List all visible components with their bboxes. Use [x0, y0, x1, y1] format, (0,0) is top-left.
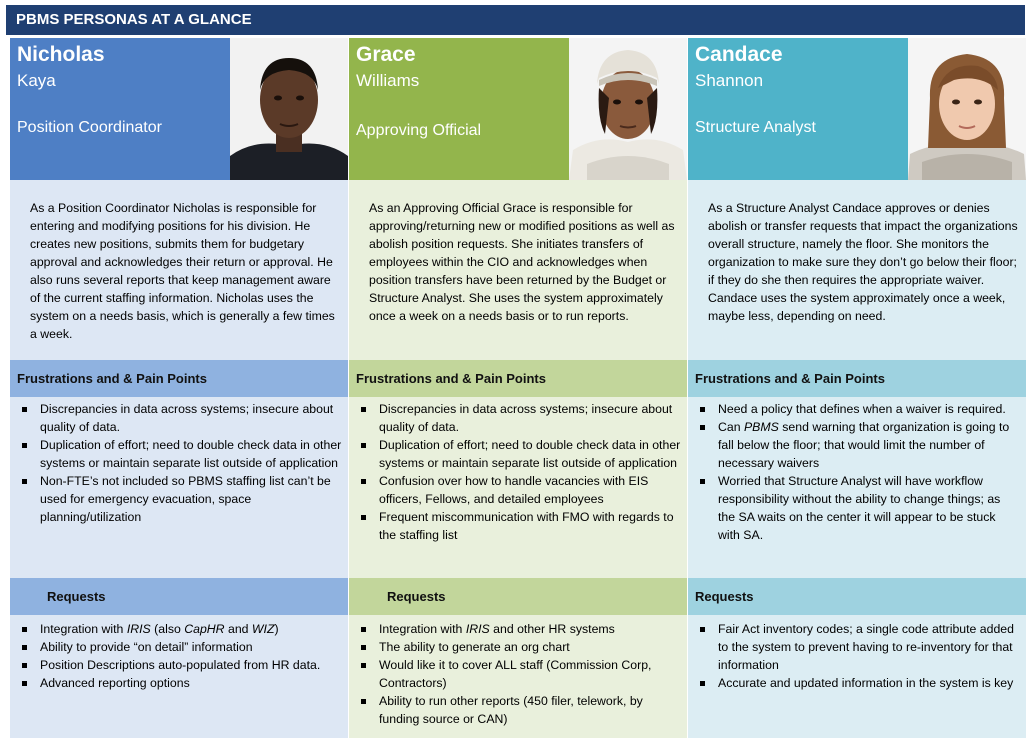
- frustrations-list: [349, 397, 687, 578]
- requests-heading: Requests: [688, 578, 1026, 615]
- persona-description: As an Approving Official Grace is responsible for approving/returning new or modified positions as well as abolish position requests. She initiates transfers of employees within the CIO and acknowledges when position transfers have been returned by the Budget or Structure Analyst. She uses the system approximately once a week on a needs basis or to run reports.: [349, 180, 687, 360]
- list-item: Discrepancies in data across systems; insecure about quality of data.: [379, 400, 681, 436]
- last-name: Shannon: [695, 71, 764, 90]
- persona-photo: [230, 38, 348, 180]
- list-item: Confusion over how to handle vacancies with EIS officers, Fellows, and detailed employees: [379, 472, 681, 508]
- role-title: Structure Analyst: [695, 119, 816, 136]
- list-item: Frequent miscommunication with FMO with regards to the staffing list: [379, 508, 681, 544]
- frustrations-heading: Frustrations and & Pain Points: [349, 360, 687, 397]
- requests-list: [10, 615, 348, 738]
- list-item: Worried that Structure Analyst will have workflow responsibility without the ability to change things; as the SA waits on the center it will appear to be stuck with SA.: [718, 472, 1020, 544]
- list-item: Fair Act inventory codes; a single code attribute added to the system to prevent having to re-inventory for that information: [718, 620, 1020, 674]
- last-name: Williams: [356, 71, 420, 90]
- frustrations-list: [688, 397, 1026, 578]
- frustrations-list: [10, 397, 348, 578]
- list-item: Ability to provide “on detail” information: [40, 638, 342, 656]
- persona-description: As a Structure Analyst Candace approves or denies abolish or transfer requests that impact the organizations overall structure, namely the floor. She monitors the organization to make sure they don’t go below their floor; if they do she then requires the appropriate waiver. Candace uses the system approximately once a week, maybe less, depending on need.: [688, 180, 1026, 360]
- portrait-illustration: [908, 38, 1026, 180]
- last-name: Kaya: [17, 71, 56, 90]
- frustrations-heading: Frustrations and & Pain Points: [688, 360, 1026, 397]
- persona-header: [349, 38, 687, 180]
- list-item: Ability to run other reports (450 filer, telework, by funding source or CAN): [379, 692, 681, 728]
- portrait-illustration: [230, 38, 348, 180]
- frustrations-heading: Frustrations and & Pain Points: [10, 360, 348, 397]
- list-item: Integration with IRIS (also CapHR and WIZ): [40, 620, 342, 638]
- list-item: Duplication of effort; need to double check data in other systems or maintain separate list outside of application: [379, 438, 681, 470]
- list-item: Discrepancies in data across systems; insecure about quality of data.: [40, 400, 342, 436]
- list-item: Duplication of effort; need to double check data in other systems or maintain separate list outside of application: [40, 438, 342, 470]
- list-item: Can PBMS send warning that organization is going to fall below the floor; that would limit the number of necessary waivers: [718, 418, 1020, 472]
- persona-card-candace: [688, 38, 1026, 738]
- role-title: Approving Official: [356, 122, 482, 139]
- requests-list: [349, 615, 687, 738]
- persona-card-grace: [349, 38, 687, 738]
- list-item: The ability to generate an org chart: [379, 638, 681, 656]
- first-name: Candace: [695, 43, 783, 66]
- persona-header: [688, 38, 1026, 180]
- page-title: PBMS PERSONAS AT A GLANCE: [6, 5, 1025, 35]
- requests-heading: Requests: [10, 578, 348, 615]
- list-item: Integration with IRIS and other HR systems: [379, 620, 681, 638]
- persona-description: As a Position Coordinator Nicholas is responsible for entering and modifying positions for his division. He creates new positions, submits them for budgetary approval and acknowledges their return or approval. He also runs several reports that keep management aware of the current staffing information. Nicholas uses the system on a needs basis, which is generally a few times a week.: [10, 180, 348, 360]
- first-name: Grace: [356, 43, 416, 66]
- role-title: Position Coordinator: [17, 119, 162, 136]
- list-item: Non-FTE’s not included so PBMS staffing list can’t be used for emergency evacuation, space planning/utilization: [40, 472, 342, 526]
- list-item: Would like it to cover ALL staff (Commission Corp, Contractors): [379, 656, 681, 692]
- list-item: Advanced reporting options: [40, 674, 342, 692]
- list-item: Accurate and updated information in the system is key: [718, 674, 1020, 692]
- portrait-illustration: [569, 38, 687, 180]
- persona-photo: [908, 38, 1026, 180]
- persona-photo: [569, 38, 687, 180]
- persona-header: [10, 38, 348, 180]
- persona-card-nicholas: [10, 38, 348, 738]
- list-item: Position Descriptions auto-populated from HR data.: [40, 656, 342, 674]
- requests-heading: Requests: [349, 578, 687, 615]
- list-item: Need a policy that defines when a waiver is required.: [718, 400, 1020, 418]
- requests-list: [688, 615, 1026, 738]
- first-name: Nicholas: [17, 43, 105, 66]
